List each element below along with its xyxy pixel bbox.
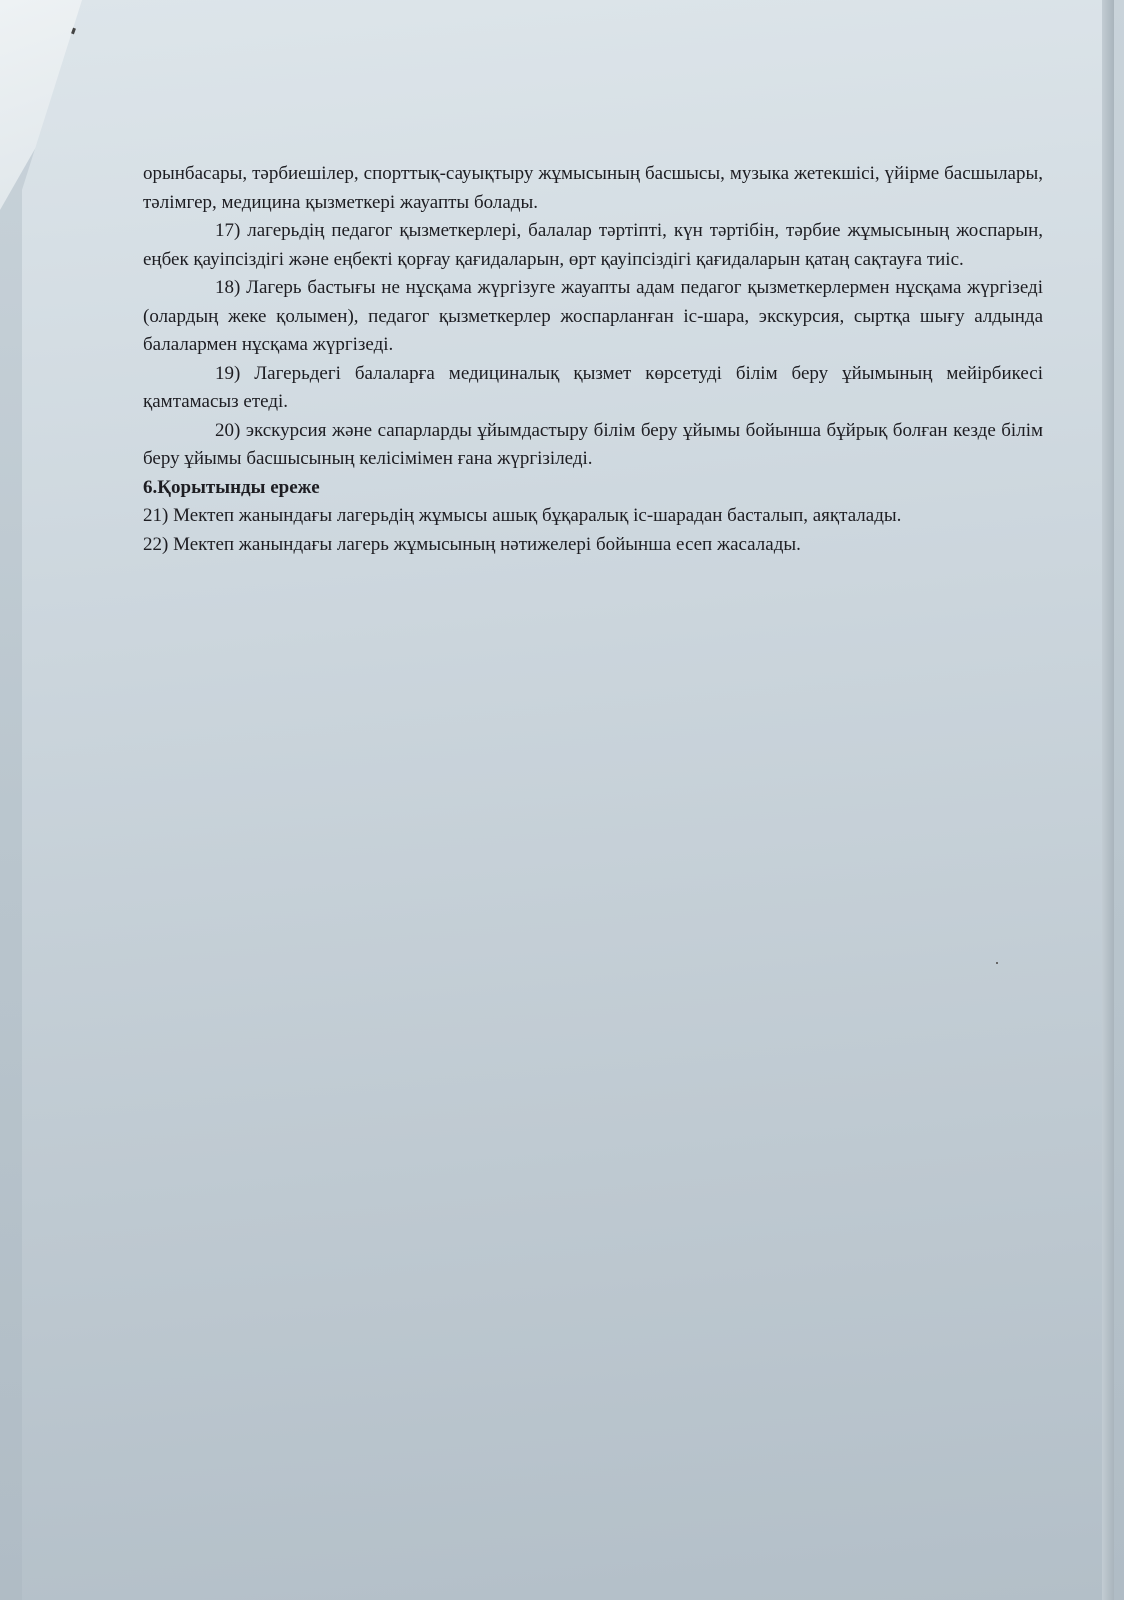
section-heading: 6.Қорытынды ереже	[143, 476, 320, 498]
paragraph-17: 17) лагерьдің педагог қызметкерлері, балалар тәртіпті, күн тәртібін, тәрбие жұмысының жоспарын, еңбек қауіпсіздігі және еңбекті қорғау қағидаларын, өрт қауіпсіздігі қағидаларын қатаң сақтауға тиіс.	[143, 220, 1043, 270]
page-edge-shadow	[1102, 0, 1114, 1600]
paragraph-continuation: орынбасары, тәрбиешілер, спорттық-сауықтыру жұмысының басшысы, музыка жетекшісі, үйірме басшылары, тәлімгер, медицина қызметкері жауапты болады.	[143, 163, 1043, 213]
paragraph-22: 22) Мектеп жанындағы лагерь жұмысының нәтижелері бойынша есеп жасалады.	[143, 533, 801, 555]
page-speck	[996, 962, 998, 964]
paragraph-19: 19) Лагерьдегі балаларға медициналық қызмет көрсетуді білім беру ұйымының мейірбикесі қамтамасыз етеді.	[143, 362, 1043, 412]
paragraph-21: 21) Мектеп жанындағы лагерьдің жұмысы ашық бұқаралық іс-шарадан басталып, аяқталады.	[143, 505, 902, 526]
document-text	[143, 160, 1043, 559]
paragraph-20: 20) экскурсия және сапарларды ұйымдастыру білім беру ұйымы бойынша бұйрық болған кезде білім беру ұйымы басшысының келісімімен ғана жүргізіледі.	[143, 419, 1043, 469]
paragraph-18: 18) Лагерь бастығы не нұсқама жүргізуге жауапты адам педагог қызметкерлермен нұсқама жүргізеді (олардың жеке қолымен), педагог қызметкерлер жоспарланған іс-шара, экскурсия, сыртқа шығу алдында балалармен нұсқама жүргізеді.	[143, 277, 1043, 355]
